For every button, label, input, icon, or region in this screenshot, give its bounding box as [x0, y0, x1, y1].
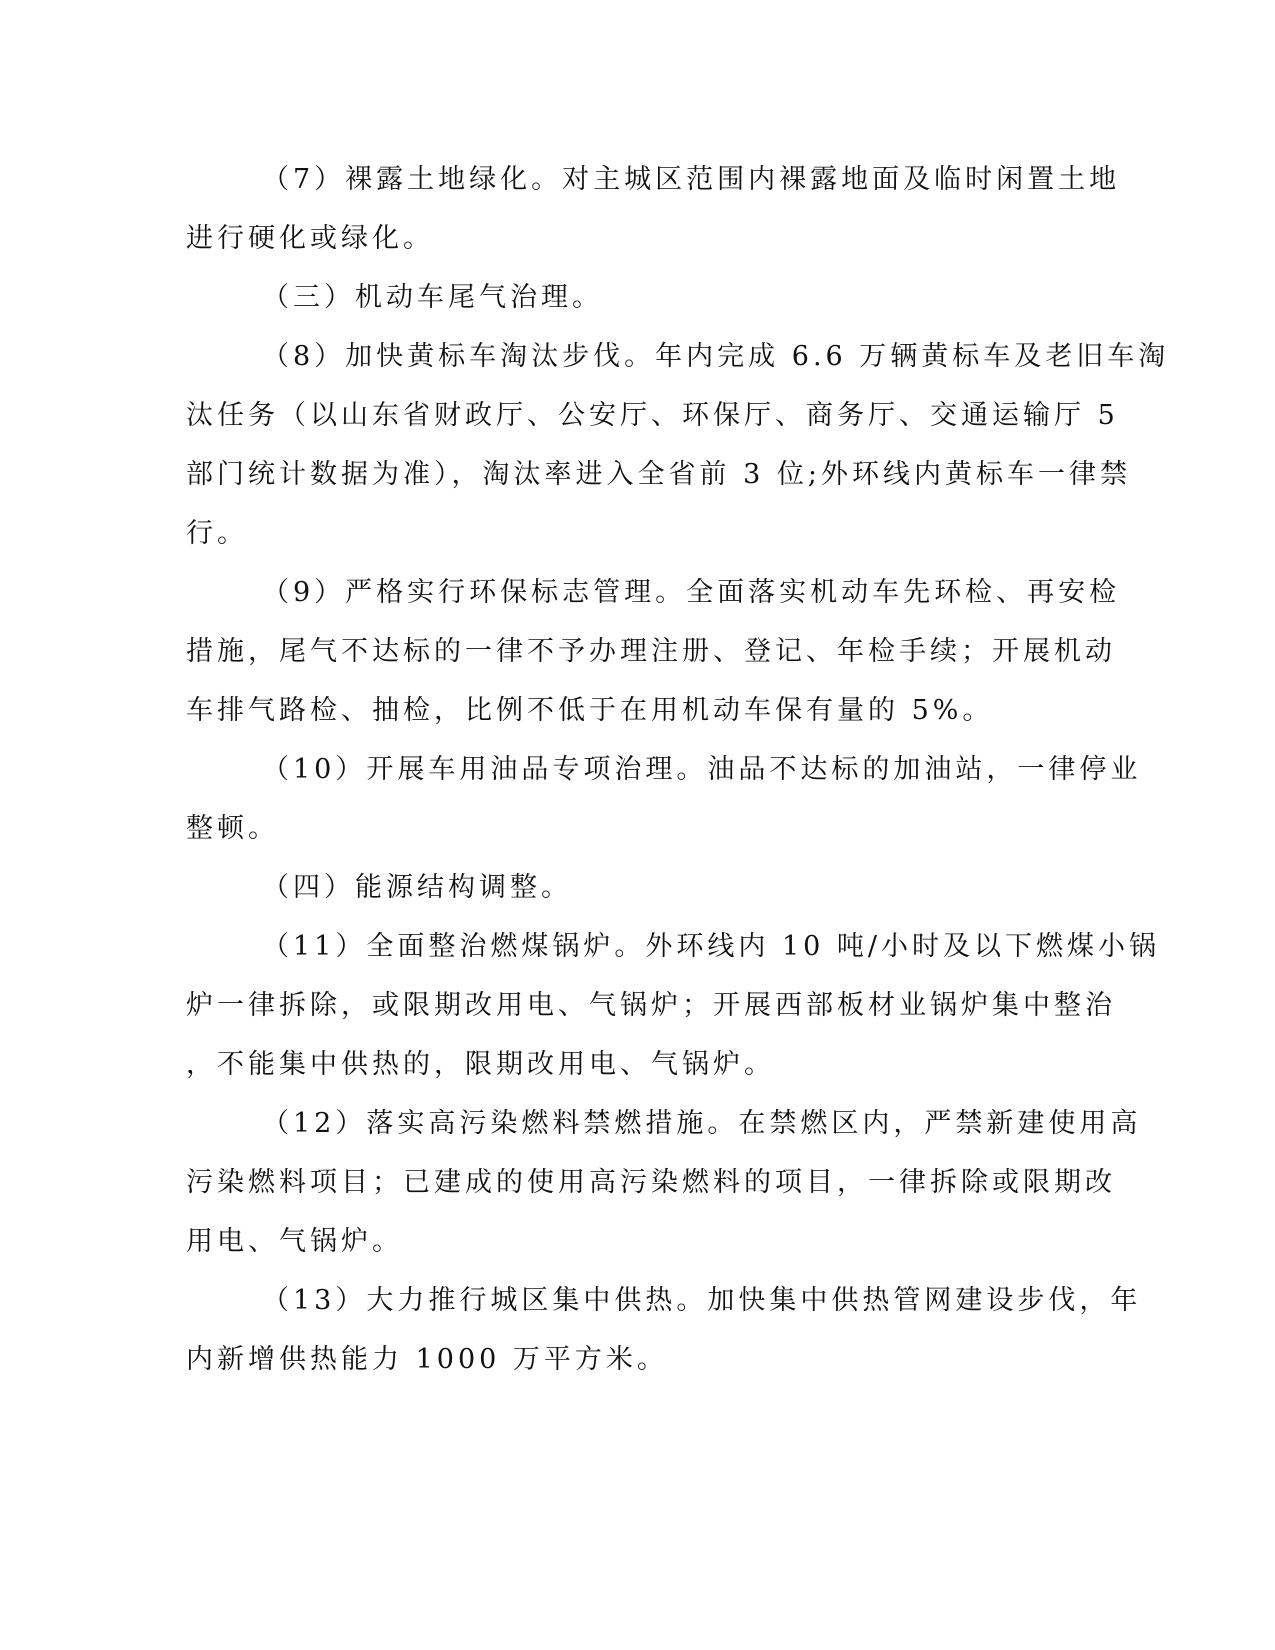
paragraph-12-line-2: 污染燃料项目；已建成的使用高污染燃料的项目，一律拆除或限期改 [186, 1167, 1116, 1198]
paragraph-7-line-2: 进行硬化或绿化。 [186, 223, 434, 254]
paragraph-13-line-2: 内新增供热能力 1000 万平方米。 [186, 1344, 668, 1375]
paragraph-13-line-1: （13）大力推行城区集中供热。加快集中供热管网建设步伐，年 [262, 1285, 1142, 1316]
section-3-heading: （三）机动车尾气治理。 [262, 282, 603, 313]
paragraph-9-line-2: 措施，尾气不达标的一律不予办理注册、登记、年检手续；开展机动 [186, 636, 1116, 667]
paragraph-8-line-3: 部门统计数据为准），淘汰率进入全省前 3 位;外环线内黄标车一律禁 [186, 459, 1131, 490]
paragraph-10-line-1: （10）开展车用油品专项治理。油品不达标的加油站，一律停业 [262, 754, 1142, 785]
paragraph-8-line-2: 汰任务（以山东省财政厅、公安厅、环保厅、商务厅、交通运输厅 5 [186, 400, 1119, 431]
paragraph-11-line-1: （11）全面整治燃煤锅炉。外环线内 10 吨/小时及以下燃煤小锅 [262, 931, 1160, 962]
paragraph-10-line-2: 整顿。 [186, 813, 279, 844]
paragraph-11-line-3: ，不能集中供热的，限期改用电、气锅炉。 [186, 1049, 775, 1080]
paragraph-7-line-1: （7）裸露土地绿化。对主城区范围内裸露地面及临时闲置土地 [262, 164, 1121, 195]
paragraph-11-line-2: 炉一律拆除，或限期改用电、气锅炉；开展西部板材业锅炉集中整治 [186, 990, 1116, 1021]
paragraph-12-line-3: 用电、气锅炉。 [186, 1226, 403, 1257]
paragraph-9-line-3: 车排气路检、抽检，比例不低于在用机动车保有量的 5%。 [186, 695, 994, 726]
paragraph-12-line-1: （12）落实高污染燃料禁燃措施。在禁燃区内，严禁新建使用高 [262, 1108, 1142, 1139]
paragraph-8-line-4: 行。 [186, 518, 248, 549]
paragraph-8-line-1: （8）加快黄标车淘汰步伐。年内完成 6.6 万辆黄标车及老旧车淘 [262, 341, 1170, 372]
paragraph-9-line-1: （9）严格实行环保标志管理。全面落实机动车先环检、再安检 [262, 577, 1121, 608]
section-4-heading: （四）能源结构调整。 [262, 872, 572, 903]
